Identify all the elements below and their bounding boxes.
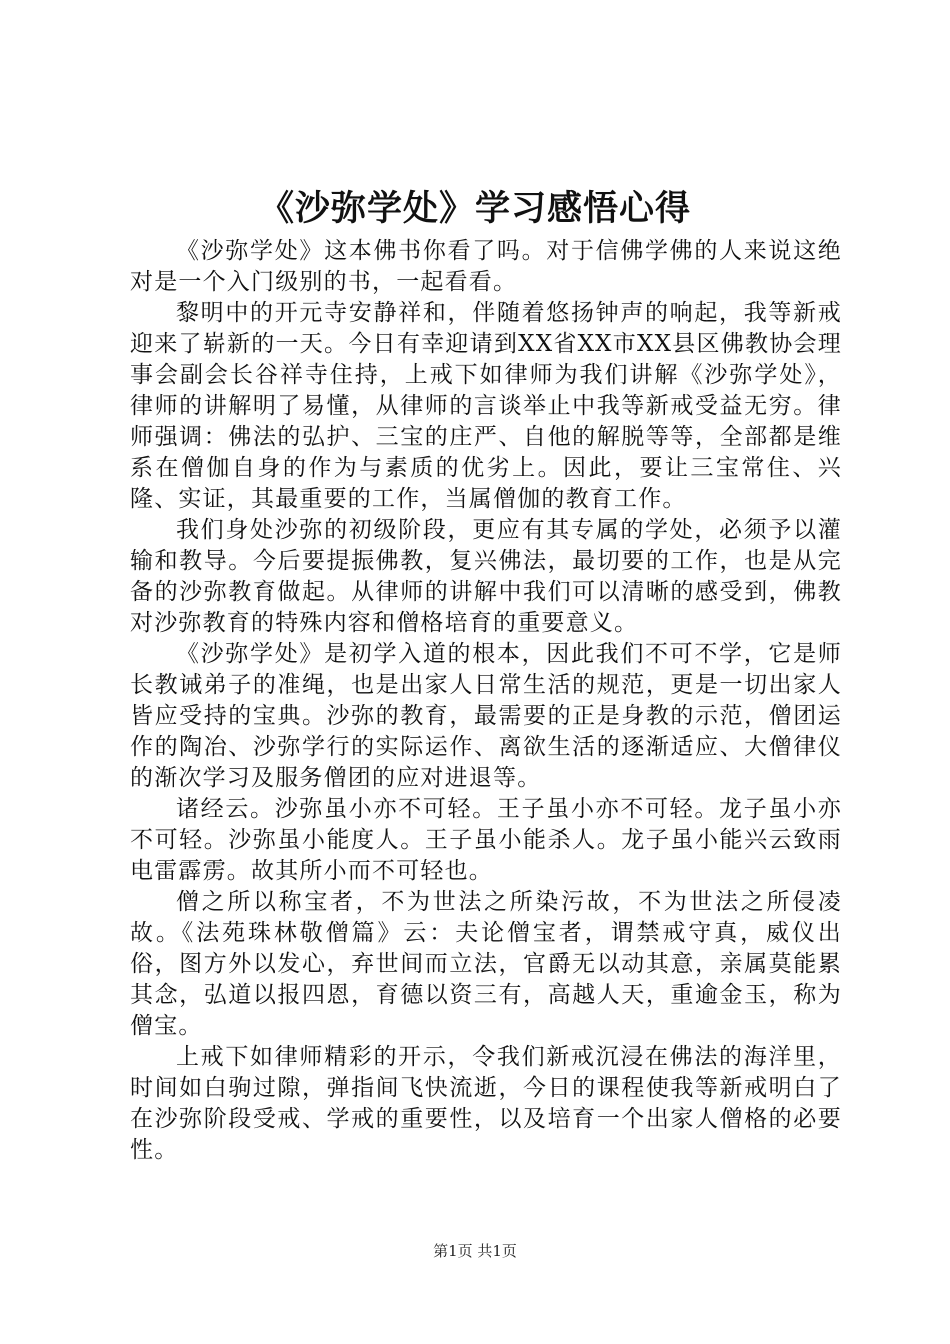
- paragraph-6: 僧之所以称宝者，不为世法之所染污故，不为世法之所侵凌故。《法苑珠林敬僧篇》云：夫论僧宝者，谓禁戒守真，威仪出俗，图方外以发心，弃世间而立法，官爵无以动其意，亲属莫能累其念，弘道以报四恩，育德以资三有，高越人天，重逾金玉，称为僧宝。: [130, 889, 842, 1039]
- paragraph-2: 黎明中的开元寺安静祥和，伴随着悠扬钟声的响起，我等新戒迎来了崭新的一天。今日有幸迎请到XX省XX市XX县区佛教协会理事会副会长谷祥寺住持，上戒下如律师为我们讲解《沙弥学处》，律师的讲解明了易懂，从律师的言谈举止中我等新戒受益无穷。律师强调：佛法的弘护、三宝的庄严、自他的解脱等等，全部都是维系在僧伽自身的作为与素质的优劣上。因此，要让三宝常住、兴隆、实证，其最重要的工作，当属僧伽的教育工作。: [130, 300, 842, 512]
- document-title: 《沙弥学处》学习感悟心得: [258, 189, 691, 229]
- document-body: [130, 236, 842, 1166]
- paragraph-1: 《沙弥学处》这本佛书你看了吗。对于信佛学佛的人来说这绝对是一个入门级别的书，一起看看。: [130, 238, 842, 295]
- paragraph-5: 诸经云。沙弥虽小亦不可轻。王子虽小亦不可轻。龙子虽小亦不可轻。沙弥虽小能度人。王子虽小能杀人。龙子虽小能兴云致雨电雷霹雳。故其所小而不可轻也。: [130, 796, 842, 884]
- page-footer: 第1页 共1页: [433, 1242, 517, 1260]
- paragraph-4: 《沙弥学处》是初学入道的根本，因此我们不可不学，它是师长教诫弟子的准绳，也是出家人日常生活的规范，更是一切出家人皆应受持的宝典。沙弥的教育，最需要的正是身教的示范，僧团运作的陶冶、沙弥学行的实际运作、离欲生活的逐渐适应、大僧律仪的渐次学习及服务僧团的应对进退等。: [130, 641, 842, 791]
- paragraph-3: 我们身处沙弥的初级阶段，更应有其专属的学处，必须予以灌输和教导。今后要提振佛教，复兴佛法，最切要的工作，也是从完备的沙弥教育做起。从律师的讲解中我们可以清晰的感受到，佛教对沙弥教育的特殊内容和僧格培育的重要意义。: [130, 517, 842, 636]
- paragraph-7: 上戒下如律师精彩的开示，令我们新戒沉浸在佛法的海洋里，时间如白驹过隙，弹指间飞快流逝，今日的课程使我等新戒明白了在沙弥阶段受戒、学戒的重要性，以及培育一个出家人僧格的必要性。: [130, 1044, 842, 1163]
